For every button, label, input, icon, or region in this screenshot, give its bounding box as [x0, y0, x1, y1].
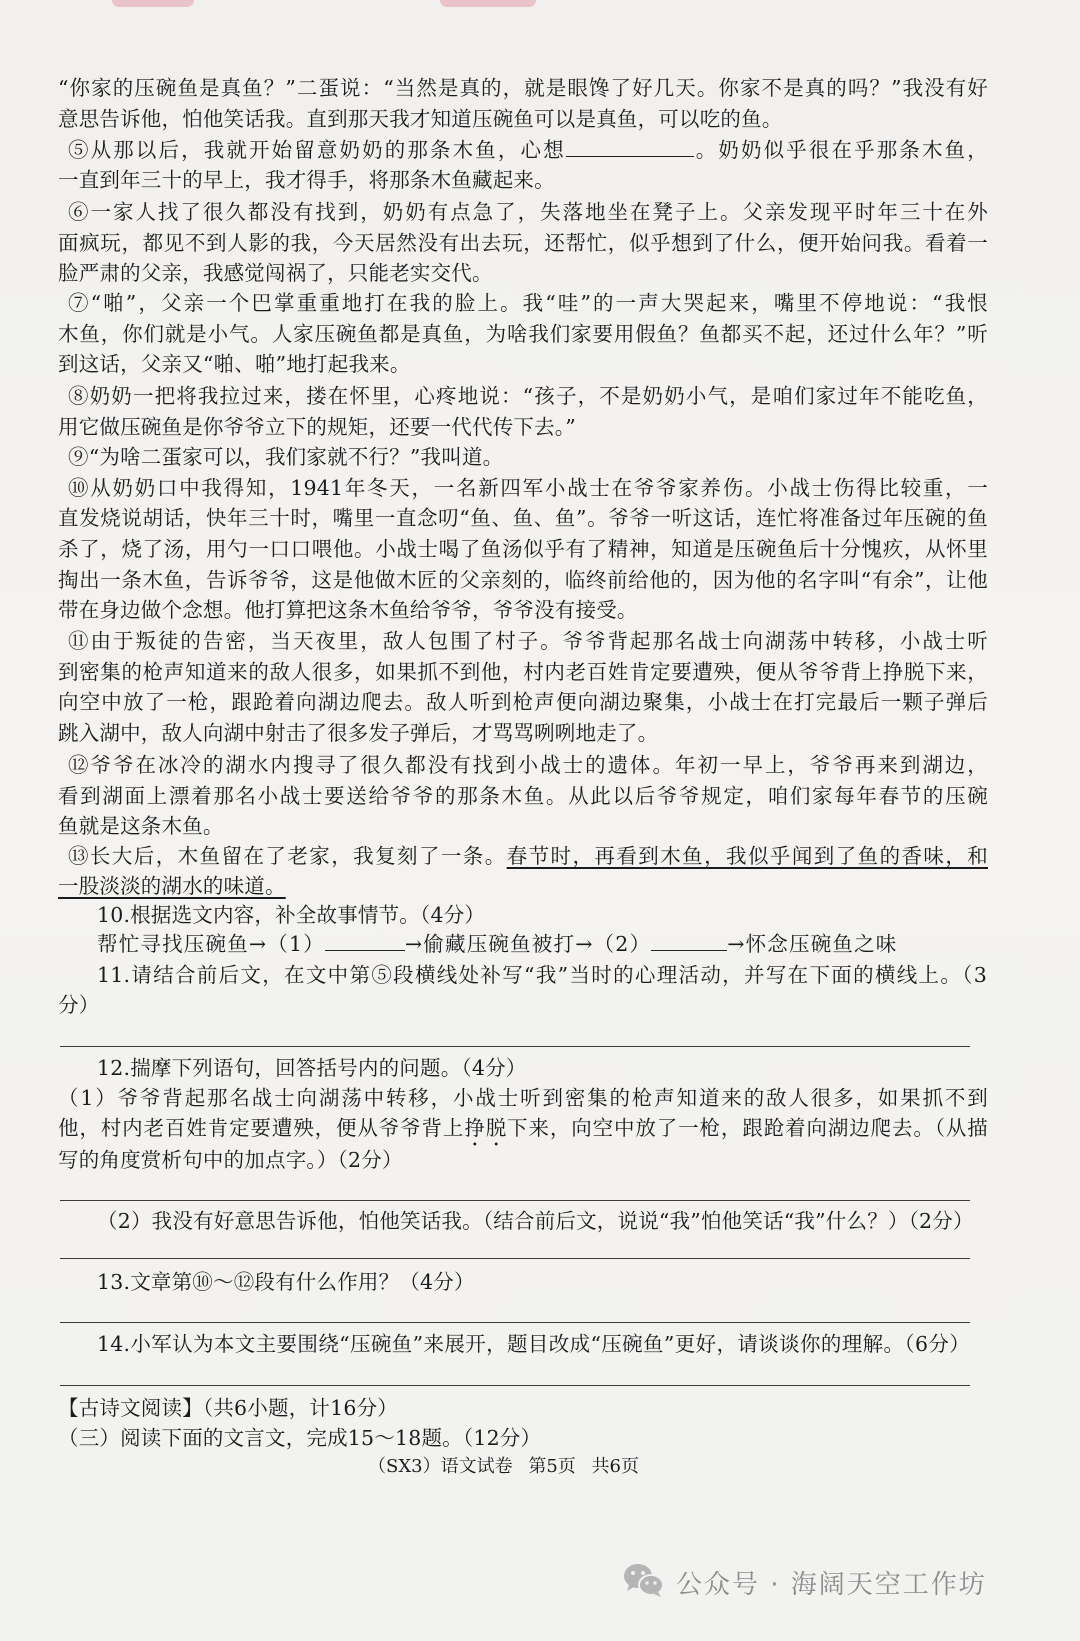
passage-line: ⑥一家人找了很久都没有找到，奶奶有点急了，失落地坐在凳子上。父亲发现平时年三十在外 — [68, 200, 988, 224]
answer-blank-1 — [325, 930, 405, 951]
question-12-sub2: （2）我没有好意思告诉他，怕他笑话我。（结合前后文，说说“我”怕他笑话“我”什么？）（2分） — [97, 1209, 974, 1233]
answer-line — [60, 1258, 970, 1259]
passage-line: 木鱼，你们就是小气。人家压碗鱼都是真鱼，为啥我们家要用假鱼？鱼都买不起，还过什么年？”听 — [58, 322, 988, 346]
passage-line: 看到湖面上漂着那名小战士要送给爷爷的那条木鱼。从此以后爷爷规定，咱们家每年春节的压碗 — [58, 784, 988, 808]
section-subtitle: （三）阅读下面的文言文，完成15～18题。（12分） — [58, 1426, 542, 1450]
question-12-sub1-line: （1）爷爷背起那名战士向湖荡中转移，小战士听到密集的枪声知道来的敌人很多，如果抓不到 — [58, 1086, 988, 1110]
sequence-text: →偷藏压碗鱼被打→（2） — [404, 932, 652, 956]
watermark-text: 公众号 · 海阔天空工作坊 — [676, 1569, 987, 1600]
passage-line: “你家的压碗鱼是真鱼？”二蛋说：“当然是真的，就是眼馋了好几天。你家不是真的吗？”我没有好 — [58, 76, 988, 100]
passage-line: 直发烧说胡话，快年三十时，嘴里一直念叨“鱼、鱼、鱼”。爷爷一听这话，连忙将准备过年压碗的鱼 — [58, 506, 988, 530]
passage-line: ⑦“啪”，父亲一个巴掌重重地打在我的脸上。我“哇”的一声大哭起来，嘴里不停地说：“我恨 — [68, 291, 988, 315]
passage-line: ⑫爷爷在冰冷的湖水内搜寻了很久都没有找到小战士的遗体。年初一早上，爷爷再来到湖边， — [68, 753, 988, 777]
sequence-text: →怀念压碗鱼之味 — [727, 932, 898, 956]
passage-line — [68, 842, 988, 870]
passage-line: 脸严肃的父亲，我感觉闯祸了，只能老实交代。 — [58, 261, 493, 285]
question-11-stem: 11.请结合前后文，在文中第⑤段横线处补写“我”当时的心理活动，并写在下面的横线上。（3 — [97, 963, 987, 987]
passage-line: 鱼就是这条木鱼。 — [58, 814, 224, 838]
passage-line: 带在身边做个念想。他打算把这条木鱼给爷爷，爷爷没有接受。 — [58, 598, 638, 622]
passage-line: 面疯玩，都见不到人影的我，今天居然没有出去玩，还帮忙，似乎想到了什么，便开始问我。看着一 — [58, 231, 988, 255]
passage-text: 。奶奶似乎很在乎那条木鱼， — [693, 138, 988, 162]
answer-line — [60, 1385, 970, 1386]
passage-line: 意思告诉他，怕他笑话我。直到那天我才知道压碗鱼可以是真鱼，可以吃的鱼。 — [58, 107, 783, 131]
passage-line: 跳入湖中，敌人向湖中射击了很多发子弹后，才骂骂咧咧地走了。 — [58, 721, 659, 745]
passage-line: ⑨“为啥二蛋家可以，我们家就不行？”我叫道。 — [68, 445, 504, 469]
dotted-words: 挣脱 — [464, 1116, 508, 1140]
fill-in-blank — [566, 136, 694, 157]
passage-text: ⑤从那以后，我就开始留意奶奶的那条木鱼，心想 — [68, 138, 566, 162]
scan-artifact — [112, 0, 194, 7]
passage-line: ⑪由于叛徒的告密，当天夜里，敌人包围了村子。爷爷背起那名战士向湖荡中转移，小战士听 — [68, 629, 988, 653]
passage-line: 用它做压碗鱼是你爷爷立下的规矩，还要一代代传下去。” — [58, 415, 576, 439]
scan-artifact — [440, 0, 536, 7]
passage-line: 掏出一条木鱼，告诉爷爷，这是他做木匠的父亲刻的，临终前给他的，因为他的名字叫“有余”，让他 — [58, 568, 988, 592]
sub1-text: 他，村内老百姓肯定要遭殃，便从爷爷背上 — [58, 1116, 465, 1140]
question-12-sub1-line: 写的角度赏析句中的加点字。）（2分） — [58, 1148, 403, 1172]
passage-line — [58, 872, 988, 900]
question-13-stem: 13.文章第⑩～⑫段有什么作用？（4分） — [97, 1270, 475, 1294]
answer-blank-2 — [651, 930, 727, 951]
passage-line: 向空中放了一枪，跟跄着向湖边爬去。敌人听到枪声便向湖边聚集，小战士在打完最后一颗子弹后 — [58, 690, 988, 714]
answer-line — [60, 1322, 970, 1323]
question-11-stem-cont: 分） — [58, 993, 100, 1017]
underlined-sentence: 一股淡淡的湖水的味道。 — [58, 874, 286, 898]
page-footer: （SX3）语文试卷 第5页 共6页 — [368, 1456, 639, 1477]
sequence-text: 帮忙寻找压碗鱼→（1） — [97, 932, 325, 956]
sub1-text: 下来，向空中放了一枪，跟跄着向湖边爬去。（从描 — [507, 1116, 988, 1140]
section-title: 【古诗文阅读】（共6小题，计16分） — [58, 1396, 398, 1420]
question-10-stem: 10.根据选文内容，补全故事情节。（4分） — [97, 903, 486, 927]
passage-line: 一直到年三十的早上，我才得手，将那条木鱼藏起来。 — [58, 168, 555, 192]
passage-text: ⑬长大后，木鱼留在了老家，我复刻了一条。 — [68, 844, 507, 868]
watermark — [622, 1562, 987, 1602]
question-14-stem: 14.小军认为本文主要围绕“压碗鱼”来展开，题目改成“压碗鱼”更好，请谈谈你的理解。（6分） — [97, 1332, 970, 1356]
answer-line — [60, 1046, 970, 1047]
question-10-sequence — [97, 930, 987, 958]
question-12-sub1-line — [58, 1114, 988, 1142]
passage-line: 杀了，烧了汤，用勺一口口喂他。小战士喝了鱼汤似乎有了精神，知道是压碗鱼后十分愧疚，从怀里 — [58, 537, 988, 561]
underlined-sentence: 春节时，再看到木鱼，我似乎闻到了鱼的香味，和 — [506, 844, 988, 868]
passage-line: ⑩从奶奶口中我得知，1941年冬天，一名新四军小战士在爷爷家养伤。小战士伤得比较重，一 — [68, 476, 988, 500]
passage-line: 到密集的枪声知道来的敌人很多，如果抓不到他，村内老百姓肯定要遭殃，便从爷爷背上挣脱下来， — [58, 660, 988, 684]
passage-line: 到这话，父亲又“啪、啪”地打起我来。 — [58, 352, 411, 376]
question-12-stem: 12.揣摩下列语句，回答括号内的问题。（4分） — [97, 1056, 527, 1080]
passage-line: ⑧奶奶一把将我拉过来，搂在怀里，心疼地说：“孩子，不是奶奶小气，是咱们家过年不能吃鱼， — [68, 384, 988, 408]
answer-line — [60, 1200, 970, 1201]
wechat-icon — [622, 1561, 666, 1603]
passage-line — [68, 136, 988, 164]
